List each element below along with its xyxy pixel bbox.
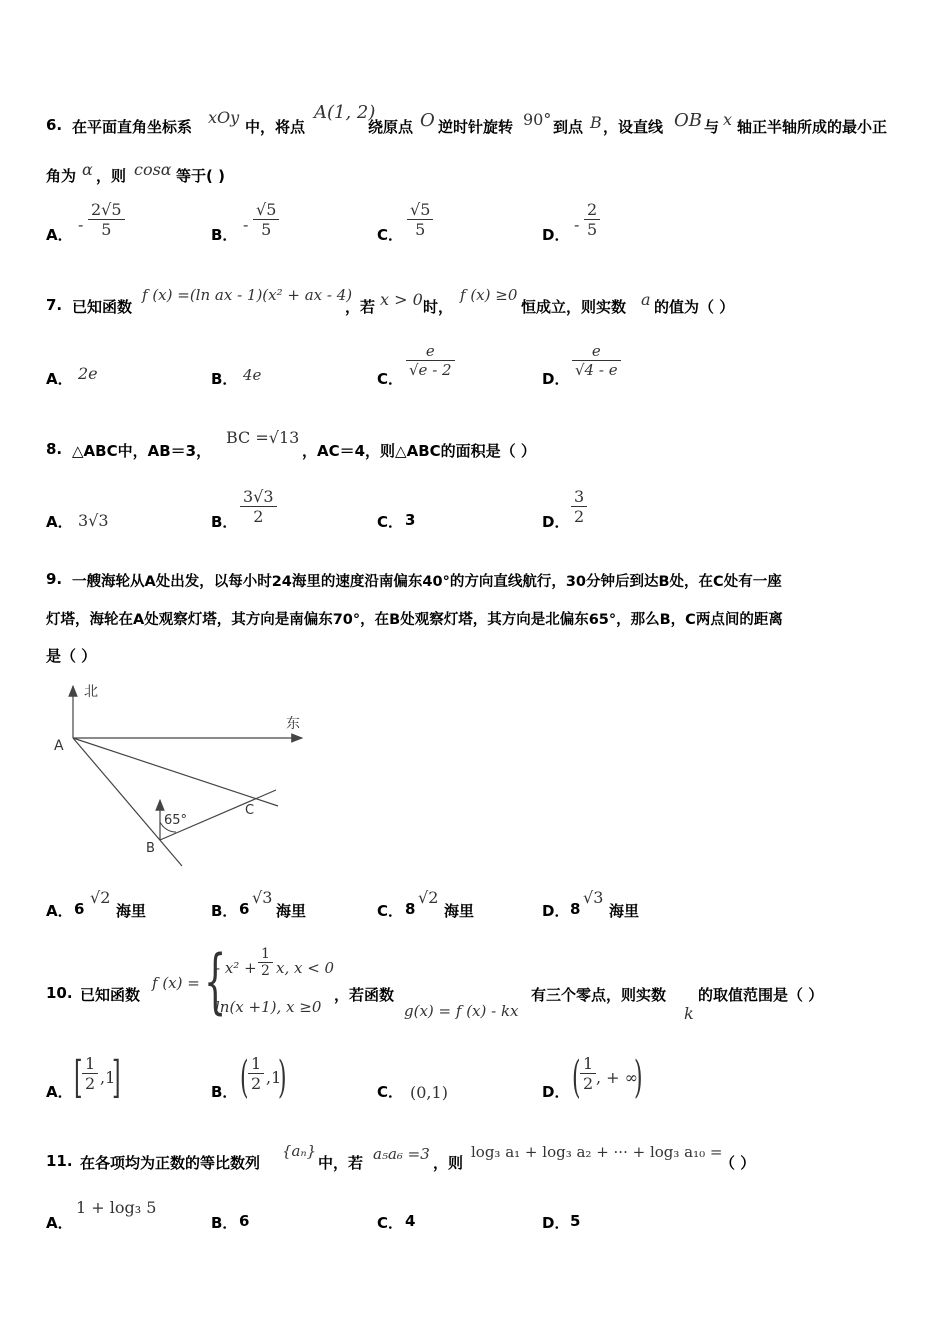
q7-option-a-label: A． (46, 370, 73, 388)
q10-option-b-rest: ,1 (266, 1068, 282, 1087)
q7-math-condition: x > 0 (380, 290, 423, 309)
line-ac (73, 738, 278, 806)
q6-option-d-sign: - (574, 215, 580, 234)
fig-label-c: C (245, 803, 255, 818)
q9-option-c-radical: √2 (418, 888, 439, 907)
q6-math-ob: OB (674, 110, 702, 131)
q6-option-a-fraction: $\frac{2√5}{5}$ (88, 200, 125, 239)
q11-option-a-label: A． (46, 1214, 73, 1232)
q7-text-5: 的值为（ ） (654, 298, 735, 316)
q7-math-function: f (x) =(ln ax - 1)(x² + ax - 4) (142, 286, 353, 304)
q7-math-a: a (641, 290, 651, 309)
q9-option-a-radical: √2 (90, 888, 111, 907)
q6-math-x: x (723, 110, 733, 129)
q9-line-2: 灯塔，海轮在A处观察灯塔，其方向是南偏东70°，在B处观察灯塔，其方向是北偏东65°，那么B，C两点间的距离 (46, 612, 783, 628)
q10-text-2: ，若函数 (334, 986, 395, 1004)
q6-text-11: 等于( ) (176, 167, 225, 185)
line-ab (73, 738, 182, 866)
q11-option-c-label: C． (377, 1214, 404, 1232)
q9-line-3: 是（ ） (46, 647, 97, 665)
q10-text-1: 已知函数 (80, 986, 141, 1004)
q9-option-d-unit: 海里 (609, 902, 640, 920)
q11-option-b-label: B． (211, 1214, 238, 1232)
q6-text-10: ，则 (96, 167, 127, 185)
fig-label-east: 东 (286, 716, 300, 732)
q6-text-8: 轴正半轴所成的最小正 (737, 118, 888, 136)
q10-math-f: f (x) = (152, 974, 200, 992)
q6-math-90: 90° (523, 110, 552, 129)
q7-math-inequality: f (x) ≥0 (460, 286, 518, 304)
q10-number: 10. (46, 984, 73, 1002)
q10-option-d-fraction: $\frac{1}{2}$ (580, 1054, 596, 1093)
q9-option-c-unit: 海里 (444, 902, 475, 920)
q9-option-c-label: C． (377, 902, 404, 920)
q10-option-a-rest: ,1 (100, 1068, 116, 1087)
q8-option-c-expr: 3 (405, 511, 416, 529)
q10-option-b-close: ) (278, 1052, 287, 1103)
q10-option-d-close: ) (634, 1052, 643, 1103)
q6-option-a-sign: - (78, 215, 84, 234)
q6-text-6: ，设直线 (603, 118, 664, 136)
q6-math-point-a: A(1, 2) (314, 102, 376, 123)
fig-label-a: A (54, 738, 64, 754)
q11-number: 11. (46, 1152, 73, 1170)
q10-option-d-open: ( (572, 1052, 581, 1103)
q9-option-b-label: B． (211, 902, 238, 920)
q10-option-a-fraction: $\frac{1}{2}$ (82, 1054, 98, 1093)
q6-math-o: O (420, 110, 435, 131)
q6-option-c-label: C． (377, 226, 404, 244)
q8-text-2: ，AC＝4，则△ABC的面积是（ ） (302, 442, 536, 460)
q6-option-d-fraction: $\frac{2}{5}$ (584, 200, 600, 239)
fig-label-north: 北 (84, 684, 98, 700)
q6-text-3: 绕原点 (368, 118, 414, 136)
q9-option-c-coef: 8 (405, 900, 416, 918)
q11-text-3: ，则 (433, 1154, 464, 1172)
q9-option-b-radical: √3 (252, 888, 273, 907)
q10-option-a-close: ] (112, 1052, 121, 1103)
q6-text-2: 中，将点 (245, 118, 306, 136)
q7-option-b-label: B． (211, 370, 238, 388)
q10-option-b-label: B． (211, 1083, 238, 1101)
q9-option-d-coef: 8 (570, 900, 581, 918)
q8-math-bc: BC =√13 (226, 428, 300, 447)
q11-option-d-label: D． (542, 1214, 570, 1232)
q10-option-c-expr: (0,1) (410, 1083, 448, 1102)
q9-line-1: 一艘海轮从A处出发，以每小时24海里的速度沿南偏东40°的方向直线航行，30分钟后到达B处，在C处有一座 (72, 574, 782, 590)
q7-text-3: 时， (423, 298, 454, 316)
q10-case-1-fraction: $\frac{1}{2}$ (258, 946, 273, 979)
q11-math-sequence: {aₙ} (282, 1142, 317, 1160)
q6-text-4: 逆时针旋转 (438, 118, 514, 136)
q7-option-d-fraction: $\frac{e}{√4 - e}$ (572, 342, 621, 379)
q10-math-g: g(x) = f (x) - kx (404, 1002, 519, 1020)
q6-text-7: 与 (704, 118, 720, 136)
q11-option-b-expr: 6 (239, 1212, 250, 1230)
q7-text-4: 恒成立，则实数 (521, 298, 627, 316)
q8-option-d-fraction: $\frac{3}{2}$ (571, 487, 587, 526)
q7-option-a-expr: 2e (78, 364, 98, 383)
q9-option-a-label: A． (46, 902, 73, 920)
q11-option-a-expr: 1 + log₃ 5 (76, 1198, 157, 1217)
q11-text-1: 在各项均为正数的等比数列 (80, 1154, 261, 1172)
q11-math-condition: a₅a₆ =3 (373, 1145, 430, 1163)
q8-option-a-label: A． (46, 513, 73, 531)
q6-option-d-label: D． (542, 226, 570, 244)
q10-option-d-label: D． (542, 1083, 570, 1101)
q6-number: 6. (46, 116, 63, 134)
q11-option-c-expr: 4 (405, 1212, 416, 1230)
q6-math-xoy: xOy (208, 108, 240, 127)
q6-math-cos: cosα (134, 160, 172, 179)
q6-text-5: 到点 (553, 118, 584, 136)
q8-option-b-fraction: $\frac{3√3}{2}$ (240, 487, 277, 526)
q10-option-b-open: ( (240, 1052, 249, 1103)
q11-text-4: （ ） (720, 1154, 756, 1172)
q6-option-a-label: A． (46, 226, 73, 244)
q6-option-b-sign: - (243, 215, 249, 234)
q6-math-b: B (590, 113, 602, 132)
q7-option-c-label: C． (377, 370, 404, 388)
q9-option-b-coef: 6 (239, 900, 250, 918)
q8-option-d-label: D． (542, 513, 570, 531)
q6-option-c-fraction: $\frac{√5}{5}$ (407, 200, 433, 239)
q6-math-alpha: α (82, 160, 93, 179)
q10-option-b-fraction: $\frac{1}{2}$ (248, 1054, 264, 1093)
q6-option-b-fraction: $\frac{√5}{5}$ (253, 200, 279, 239)
q7-option-d-label: D． (542, 370, 570, 388)
q10-math-k: k (684, 1004, 694, 1023)
q7-text-1: 已知函数 (72, 298, 133, 316)
q9-option-a-coef: 6 (74, 900, 85, 918)
q9-number: 9. (46, 570, 63, 588)
q7-text-2: ，若 (345, 298, 376, 316)
q8-option-a-expr: 3√3 (78, 511, 109, 530)
q8-number: 8. (46, 440, 63, 458)
q6-text-9: 角为 (46, 167, 77, 185)
q8-option-c-label: C． (377, 513, 404, 531)
q11-math-sum: log₃ a₁ + log₃ a₂ + ··· + log₃ a₁₀ = (471, 1143, 723, 1161)
q6-text-1: 在平面直角坐标系 (72, 118, 193, 136)
q10-case-2: ln(x +1), x ≥0 (215, 998, 322, 1016)
q10-piecewise-brace: { (204, 940, 227, 1022)
q10-option-d-rest: , + ∞ (596, 1068, 638, 1087)
q10-case-1a: - x² + (215, 959, 257, 977)
q10-case-1b: x, x < 0 (276, 959, 335, 977)
q10-option-a-open: [ (74, 1052, 83, 1103)
q8-option-b-label: B． (211, 513, 238, 531)
q9-option-d-radical: √3 (583, 888, 604, 907)
fig-label-b: B (146, 841, 155, 856)
q10-text-4: 的取值范围是（ ） (698, 986, 824, 1004)
q11-text-2: 中，若 (318, 1154, 364, 1172)
q10-option-c-label: C． (377, 1083, 404, 1101)
q11-option-d-expr: 5 (570, 1212, 581, 1230)
q10-text-3: 有三个零点，则实数 (531, 986, 667, 1004)
q7-option-c-fraction: $\frac{e}{√e - 2}$ (406, 342, 455, 379)
q10-option-a-label: A． (46, 1083, 73, 1101)
q6-option-b-label: B． (211, 226, 238, 244)
q9-option-d-label: D． (542, 902, 570, 920)
q7-number: 7. (46, 296, 63, 314)
q9-figure (40, 676, 320, 872)
q9-option-b-unit: 海里 (276, 902, 307, 920)
q9-option-a-unit: 海里 (116, 902, 147, 920)
q7-option-b-expr: 4e (243, 366, 262, 384)
fig-label-angle: 65° (164, 813, 188, 828)
q8-text-1: △ABC中，AB＝3， (72, 442, 212, 460)
